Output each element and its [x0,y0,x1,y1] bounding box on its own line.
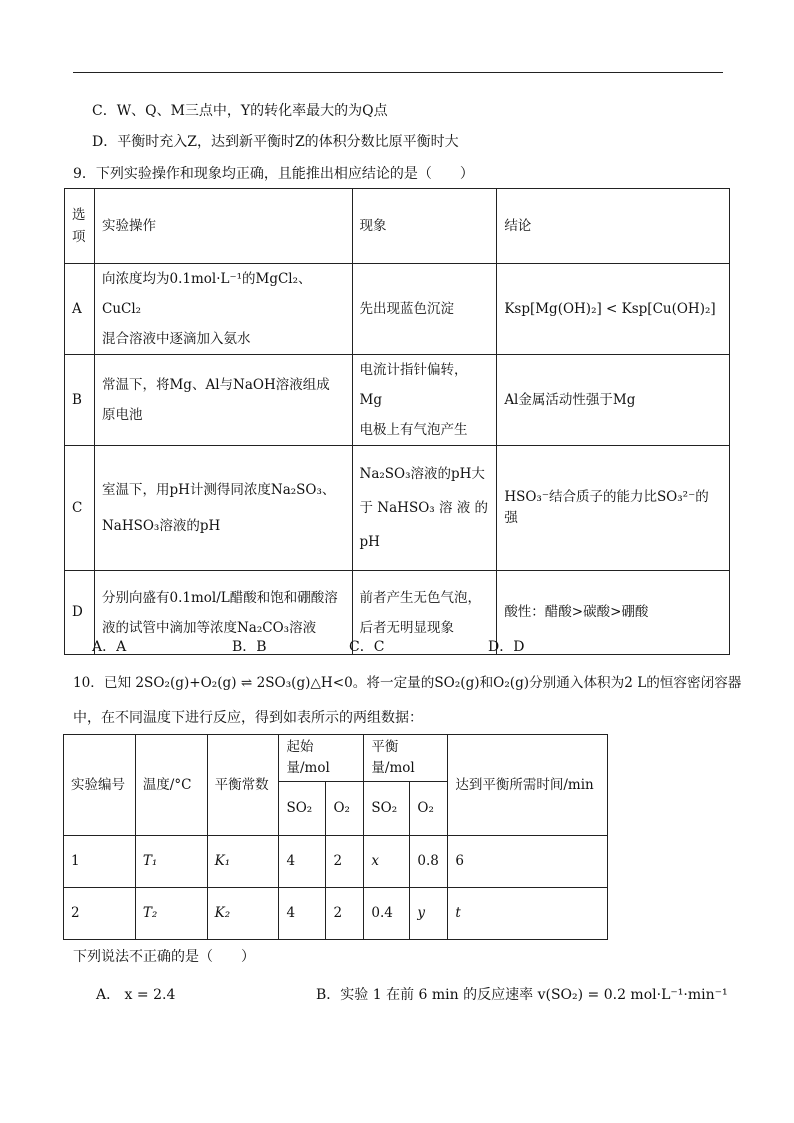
cell-eq-o2: 0.8 [410,836,448,888]
row-conclusion: Ksp[Mg(OH)₂] < Ksp[Cu(OH)₂] [497,264,730,355]
q10-option-b: B．实验 1 在前 6 min 的反应速率 v(SO₂) = 0.2 mol·L⁻¹·min⁻¹ [316,987,728,1003]
q10-table [63,734,608,940]
cell-temp: T₁ [135,836,207,888]
cell-init-o2: 2 [326,888,364,940]
row-operation: 常温下，将Mg、Al与NaOH溶液组成 原电池 [94,355,352,446]
cell-init-so2: 4 [279,836,326,888]
row-phenomenon: 前者产生无色气泡， 后者无明显现象 [352,571,497,655]
header-eq-o2: O₂ [410,782,448,836]
row-operation: 室温下，用pH计测得同浓度Na₂SO₃、 NaHSO₃溶液的pH [94,446,352,571]
q10-stem-line2: 中，在不同温度下进行反应，得到如表所示的两组数据： [73,710,423,726]
row-conclusion: HSO₃⁻结合质子的能力比SO₃²⁻的强 [497,446,730,571]
q10-stem-line1: 10．已知 2SO₂(g)+O₂(g) ⇌ 2SO₃(g)△H<0。将一定量的SO₂(g)和O₂(g)分别通入体积为2 L的恒容密闭容器 [73,675,742,691]
row-conclusion: 酸性：醋酸>碳酸>硼酸 [497,571,730,655]
q8-option-c: C．W、Q、M三点中，Y的转化率最大的为Q点 [92,103,388,119]
cell-k: K₂ [207,888,279,940]
cell-eq-so2: x [364,836,410,888]
row-label: A [65,264,95,355]
q9-table [64,188,730,655]
cell-eq-o2: y [410,888,448,940]
header-option: 选项 [65,189,95,264]
table-row [65,264,730,355]
row-phenomenon: Na₂SO₃溶液的pH大 于 NaHSO₃ 溶 液 的 pH [352,446,497,571]
row-operation: 分别向盛有0.1mol/L醋酸和饱和硼酸溶 液的试管中滴加等浓度Na₂CO₃溶液 [94,571,352,655]
q8-option-d: D．平衡时充入Z，达到新平衡时Z的体积分数比原平衡时大 [92,134,459,150]
header-initial: 起始量/mol [279,735,364,782]
cell-k: K₁ [207,836,279,888]
cell-eq-so2: 0.4 [364,888,410,940]
q9-choice-b: B．B [232,639,267,655]
cell-init-o2: 2 [326,836,364,888]
table-row [65,571,730,655]
table-row [64,836,608,888]
header-exp-no: 实验编号 [64,735,136,836]
row-operation: 向浓度均为0.1mol·L⁻¹的MgCl₂、CuCl₂ 混合溶液中逐滴加入氨水 [94,264,352,355]
q9-choice-d: D．D [488,639,525,655]
row-label: B [65,355,95,446]
row-label: D [65,571,95,655]
cell-temp: T₂ [135,888,207,940]
row-phenomenon: 电流计指针偏转，Mg 电极上有气泡产生 [352,355,497,446]
header-init-so2: SO₂ [279,782,326,836]
header-rule [73,72,723,73]
header-conclusion: 结论 [497,189,730,264]
cell-time: t [448,888,608,940]
q10-option-a: A． x = 2.4 [96,987,176,1003]
cell-init-so2: 4 [279,888,326,940]
row-conclusion: Al金属活动性强于Mg [497,355,730,446]
q9-stem: 9．下列实验操作和现象均正确，且能推出相应结论的是（ ） [73,166,474,182]
cell-no: 2 [64,888,136,940]
table-row [65,355,730,446]
header-phenomenon: 现象 [352,189,497,264]
header-constant: 平衡常数 [207,735,279,836]
cell-no: 1 [64,836,136,888]
table-header-row [64,735,608,782]
header-time: 达到平衡所需时间/min [448,735,608,836]
table-header-row [65,189,730,264]
header-temperature: 温度/°C [135,735,207,836]
q9-choice-c: C．C [349,639,385,655]
row-phenomenon: 先出现蓝色沉淀 [352,264,497,355]
table-row [64,888,608,940]
table-row [65,446,730,571]
q9-choice-a: A．A [92,639,127,655]
header-init-o2: O₂ [326,782,364,836]
q10-question: 下列说法不正确的是（ ） [73,949,255,965]
header-eq-so2: SO₂ [364,782,410,836]
row-label: C [65,446,95,571]
header-equilibrium: 平衡量/mol [364,735,448,782]
cell-time: 6 [448,836,608,888]
header-operation: 实验操作 [94,189,352,264]
